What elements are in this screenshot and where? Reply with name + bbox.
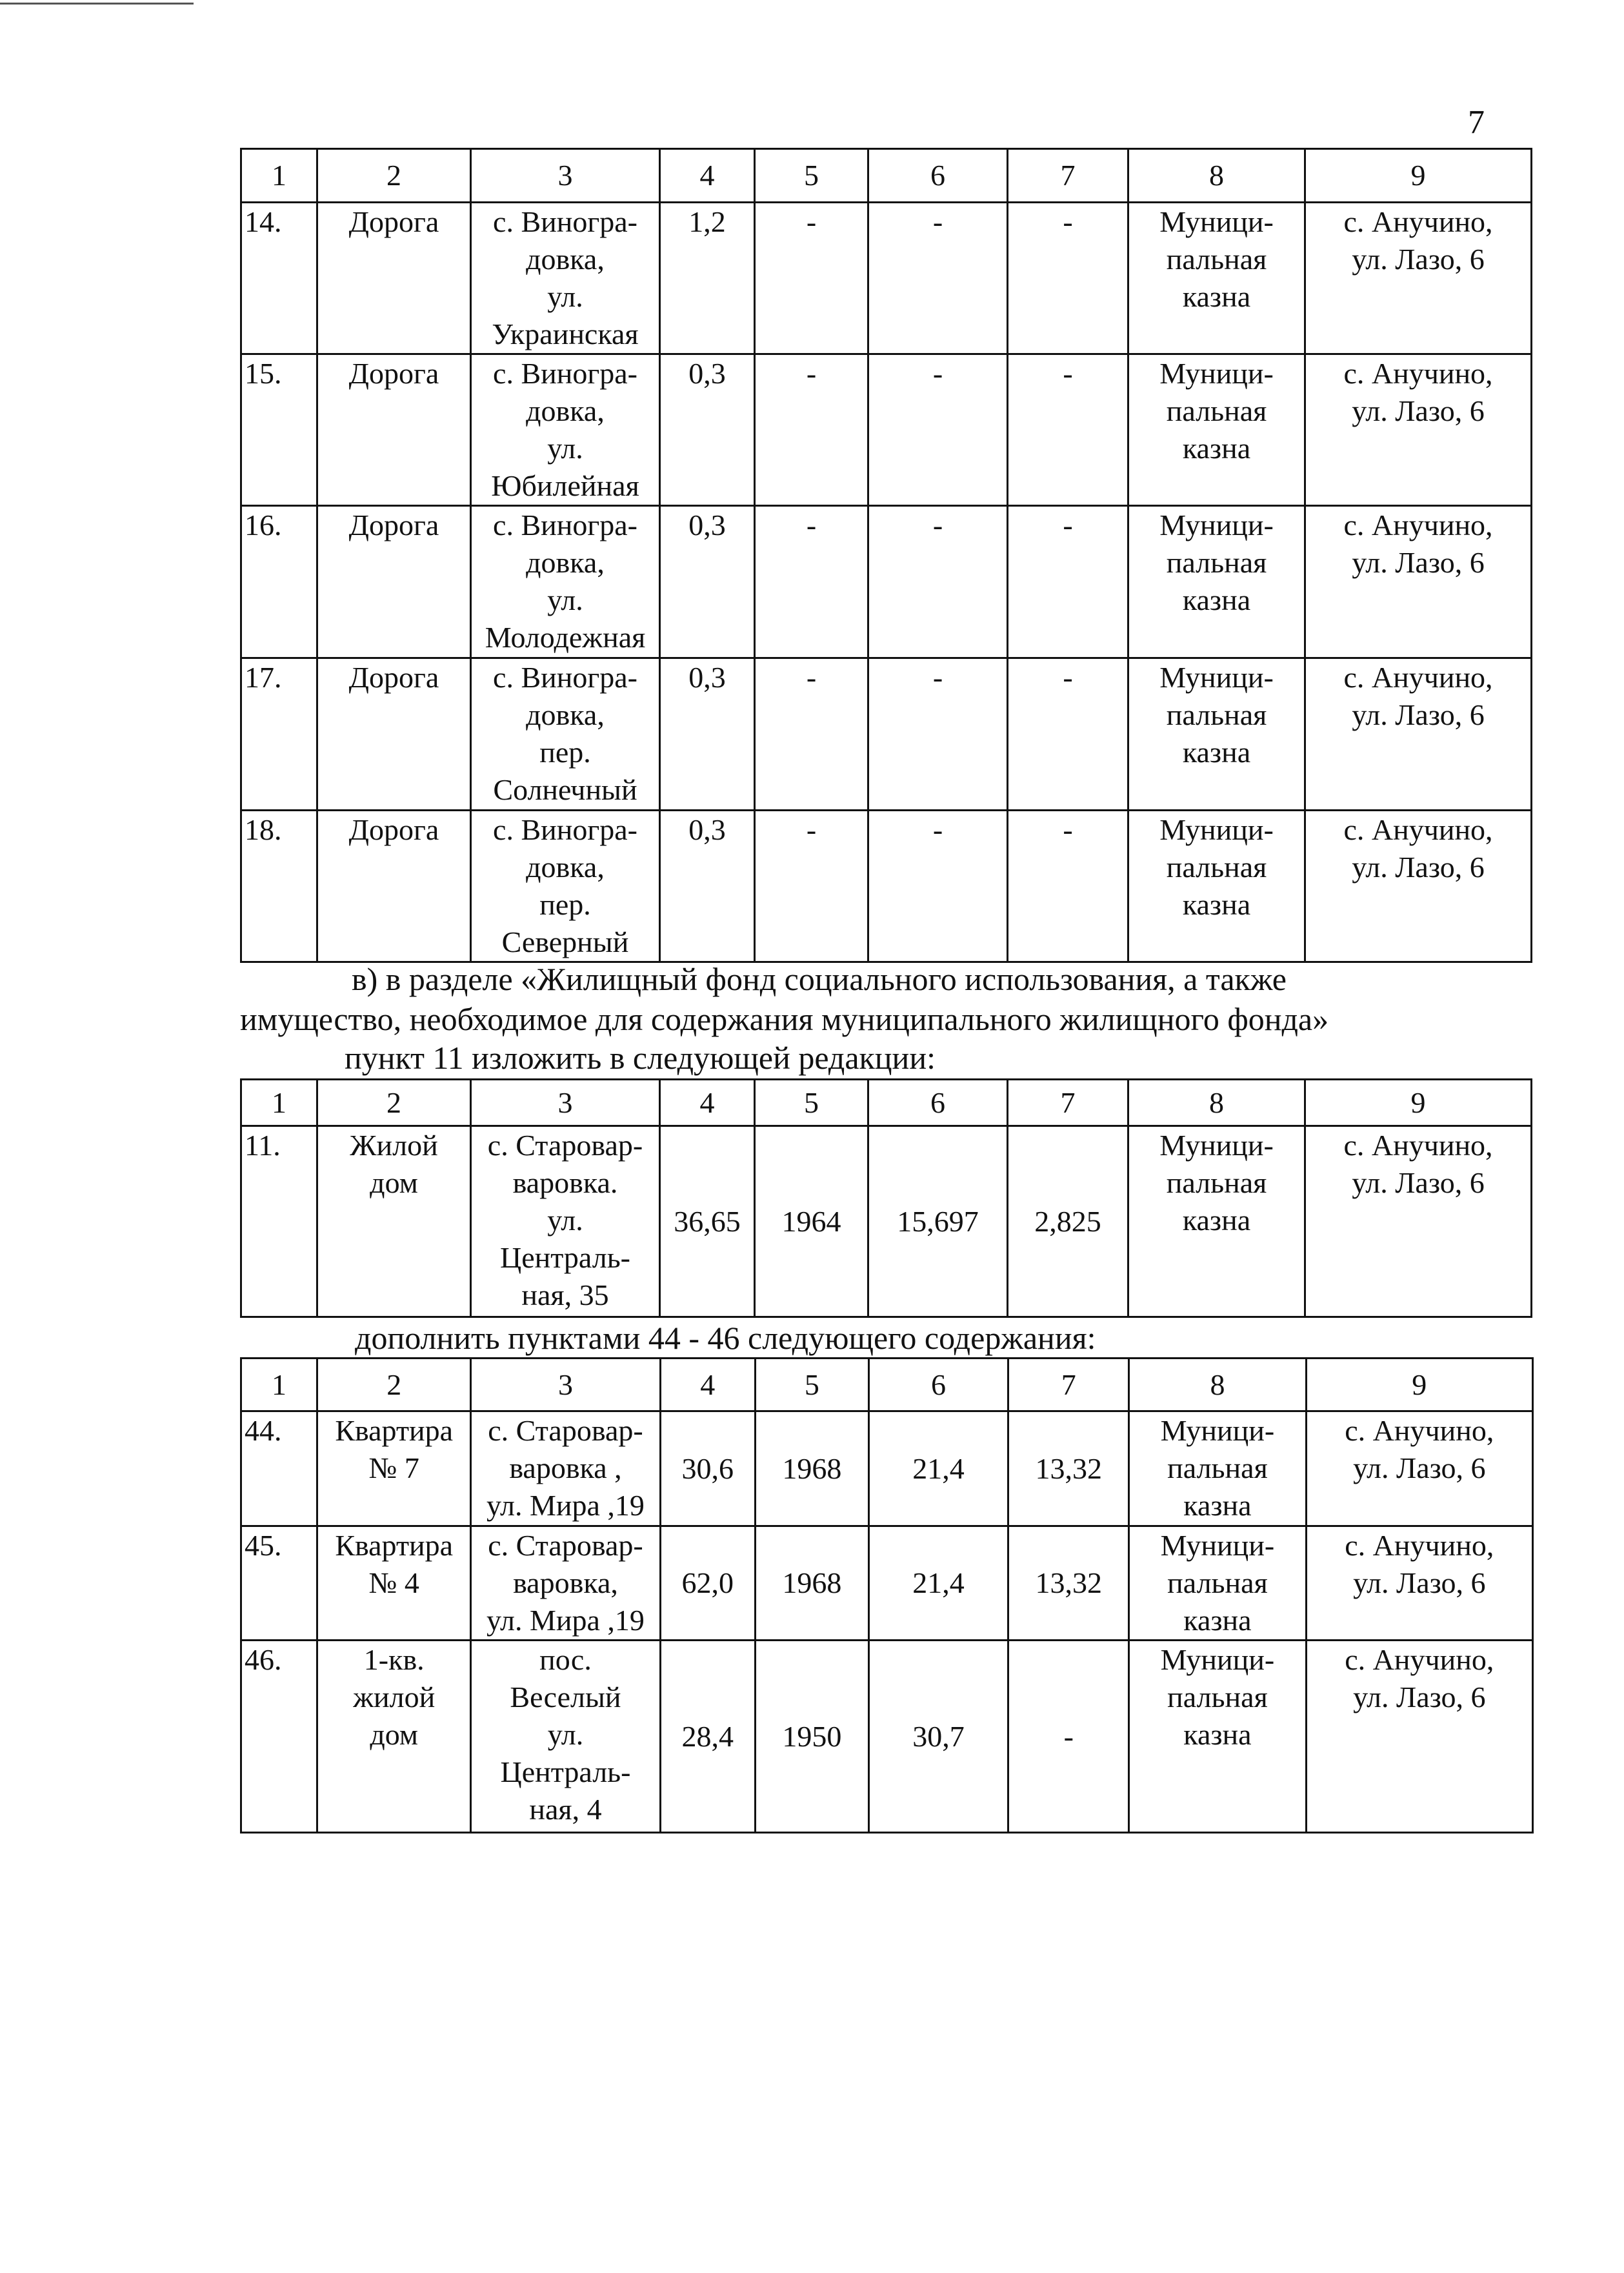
header-row [241, 1080, 1532, 1126]
table-cell-col-1: 17. [241, 658, 317, 811]
table-cell-col-5: 1964 [755, 1126, 868, 1317]
table-cell-col-3: с. Виногра- довка, ул. Украинская [471, 203, 660, 354]
table-cell-col-4: 62,0 [660, 1526, 755, 1641]
column-number-header: 9 [1305, 149, 1532, 203]
table-cell-col-7: 13,32 [1008, 1411, 1129, 1526]
table-cell-col-7: - [1008, 1641, 1129, 1833]
addition-line: дополнить пунктами 44 - 46 следующего содержания: [355, 1320, 1096, 1356]
column-number-header: 8 [1128, 149, 1305, 203]
column-number-header: 7 [1008, 1080, 1128, 1126]
column-number-header: 1 [241, 1359, 317, 1411]
table-cell-col-3: с. Старовар- варовка. ул. Централь- ная, 35 [471, 1126, 660, 1317]
column-number-header: 8 [1128, 1080, 1305, 1126]
column-number-header: 8 [1129, 1359, 1306, 1411]
scan-edge-line [0, 3, 194, 5]
column-number-header: 6 [868, 1359, 1008, 1411]
table-cell-col-7: - [1008, 811, 1128, 962]
table-cell-col-4: 0,3 [660, 658, 755, 811]
paragraph-line-2: имущество, необходимое для содержания муниципального жилищного фонда» [240, 1001, 1329, 1037]
table-cell-col-5: - [755, 811, 868, 962]
table-cell-col-2: Дорога [317, 354, 471, 506]
table-cell-col-9: с. Анучино, ул. Лазо, 6 [1305, 1126, 1532, 1317]
column-number-header: 9 [1305, 1080, 1532, 1126]
table-cell-col-1: 11. [241, 1126, 317, 1317]
table-cell-col-2: Жилой дом [317, 1126, 471, 1317]
housing-table-items-44-46 [240, 1357, 1534, 1834]
table-cell-col-7: - [1008, 658, 1128, 811]
table-cell-col-8: Муници- пальная казна [1129, 1526, 1306, 1641]
column-number-header: 4 [660, 1359, 755, 1411]
table-cell-col-7: 13,32 [1008, 1526, 1129, 1641]
column-number-header: 7 [1008, 149, 1128, 203]
table-row [241, 1126, 1532, 1317]
column-number-header: 1 [241, 149, 317, 203]
table-cell-col-2: Дорога [317, 203, 471, 354]
column-number-header: 7 [1008, 1359, 1129, 1411]
table-cell-col-3: пос. Веселый ул. Централь- ная, 4 [471, 1641, 660, 1833]
table-cell-col-1: 15. [241, 354, 317, 506]
table-row [241, 203, 1532, 354]
table-cell-col-7: - [1008, 203, 1128, 354]
table-cell-col-4: 0,3 [660, 354, 755, 506]
table-cell-col-5: - [755, 203, 868, 354]
column-number-header: 4 [660, 1080, 755, 1126]
table-cell-col-9: с. Анучино, ул. Лазо, 6 [1305, 506, 1532, 658]
table-cell-col-3: с. Старовар- варовка , ул. Мира ,19 [471, 1411, 660, 1526]
table-row [241, 811, 1532, 962]
column-number-header: 6 [868, 1080, 1008, 1126]
column-number-header: 3 [471, 1080, 660, 1126]
column-number-header: 9 [1306, 1359, 1532, 1411]
table-cell-col-1: 16. [241, 506, 317, 658]
table-cell-col-2: Квартира № 7 [317, 1411, 471, 1526]
table-cell-col-5: - [755, 506, 868, 658]
table-row [241, 658, 1532, 811]
table-cell-col-5: 1968 [755, 1411, 868, 1526]
paragraph-line-3: пункт 11 изложить в следующей редакции: [345, 1040, 936, 1076]
table-cell-col-4: 28,4 [660, 1641, 755, 1833]
table-row [241, 1641, 1533, 1833]
table-cell-col-7: - [1008, 506, 1128, 658]
column-number-header: 2 [317, 1359, 471, 1411]
paragraph-line-1: в) в разделе «Жилищный фонд социального использования, а также [352, 961, 1287, 997]
table-row [241, 506, 1532, 658]
table-cell-col-1: 14. [241, 203, 317, 354]
table-cell-col-1: 45. [241, 1526, 317, 1641]
table-cell-col-3: с. Виногра- довка, пер. Северный [471, 811, 660, 962]
table-cell-col-9: с. Анучино, ул. Лазо, 6 [1305, 811, 1532, 962]
table-cell-col-6: 21,4 [868, 1526, 1008, 1641]
roads-table [240, 148, 1532, 963]
table-cell-col-1: 46. [241, 1641, 317, 1833]
table-cell-col-6: - [868, 354, 1008, 506]
table-cell-col-2: Дорога [317, 658, 471, 811]
table-cell-col-5: - [755, 658, 868, 811]
table-cell-col-9: с. Анучино, ул. Лазо, 6 [1305, 354, 1532, 506]
table-cell-col-6: 30,7 [868, 1641, 1008, 1833]
table-cell-col-8: Муници- пальная казна [1129, 1411, 1306, 1526]
table-cell-col-2: Дорога [317, 506, 471, 658]
table-cell-col-8: Муници- пальная казна [1128, 811, 1305, 962]
table-cell-col-6: 21,4 [868, 1411, 1008, 1526]
table-row [241, 1411, 1533, 1526]
column-number-header: 6 [868, 149, 1008, 203]
table-cell-col-7: 2,825 [1008, 1126, 1128, 1317]
table-cell-col-5: 1968 [755, 1526, 868, 1641]
table-cell-col-9: с. Анучино, ул. Лазо, 6 [1306, 1641, 1532, 1833]
table-cell-col-4: 0,3 [660, 506, 755, 658]
table-cell-col-8: Муници- пальная казна [1128, 1126, 1305, 1317]
table-cell-col-9: с. Анучино, ул. Лазо, 6 [1306, 1526, 1532, 1641]
table-cell-col-6: - [868, 506, 1008, 658]
table-cell-col-7: - [1008, 354, 1128, 506]
table-row [241, 1526, 1533, 1641]
table-cell-col-2: 1-кв. жилой дом [317, 1641, 471, 1833]
column-number-header: 5 [755, 1080, 868, 1126]
column-number-header: 2 [317, 1080, 471, 1126]
table-cell-col-8: Муници- пальная казна [1128, 506, 1305, 658]
table-cell-col-5: - [755, 354, 868, 506]
table-cell-col-9: с. Анучино, ул. Лазо, 6 [1305, 658, 1532, 811]
table-cell-col-6: - [868, 811, 1008, 962]
table-cell-col-8: Муници- пальная казна [1129, 1641, 1306, 1833]
table-cell-col-4: 36,65 [660, 1126, 755, 1317]
housing-table-item-11 [240, 1078, 1532, 1318]
column-number-header: 2 [317, 149, 471, 203]
table-cell-col-4: 30,6 [660, 1411, 755, 1526]
page-number: 7 [1468, 104, 1485, 141]
table-cell-col-4: 1,2 [660, 203, 755, 354]
column-number-header: 4 [660, 149, 755, 203]
table-cell-col-9: с. Анучино, ул. Лазо, 6 [1305, 203, 1532, 354]
table-cell-col-6: 15,697 [868, 1126, 1008, 1317]
column-number-header: 3 [471, 1359, 660, 1411]
table-cell-col-5: 1950 [755, 1641, 868, 1833]
column-number-header: 5 [755, 1359, 868, 1411]
header-row [241, 149, 1532, 203]
table-cell-col-4: 0,3 [660, 811, 755, 962]
table-cell-col-1: 18. [241, 811, 317, 962]
table-cell-col-9: с. Анучино, ул. Лазо, 6 [1306, 1411, 1532, 1526]
column-number-header: 5 [755, 149, 868, 203]
table-cell-col-1: 44. [241, 1411, 317, 1526]
table-cell-col-6: - [868, 203, 1008, 354]
table-cell-col-8: Муници- пальная казна [1128, 354, 1305, 506]
table-cell-col-3: с. Виногра- довка, ул. Молодежная [471, 506, 660, 658]
column-number-header: 1 [241, 1080, 317, 1126]
table-cell-col-3: с. Старовар- варовка, ул. Мира ,19 [471, 1526, 660, 1641]
table-cell-col-8: Муници- пальная казна [1128, 658, 1305, 811]
table-cell-col-2: Дорога [317, 811, 471, 962]
table-row [241, 354, 1532, 506]
table-cell-col-3: с. Виногра- довка, пер. Солнечный [471, 658, 660, 811]
table-cell-col-2: Квартира № 4 [317, 1526, 471, 1641]
header-row [241, 1359, 1533, 1411]
table-cell-col-8: Муници- пальная казна [1128, 203, 1305, 354]
table-cell-col-3: с. Виногра- довка, ул. Юбилейная [471, 354, 660, 506]
table-cell-col-6: - [868, 658, 1008, 811]
column-number-header: 3 [471, 149, 660, 203]
